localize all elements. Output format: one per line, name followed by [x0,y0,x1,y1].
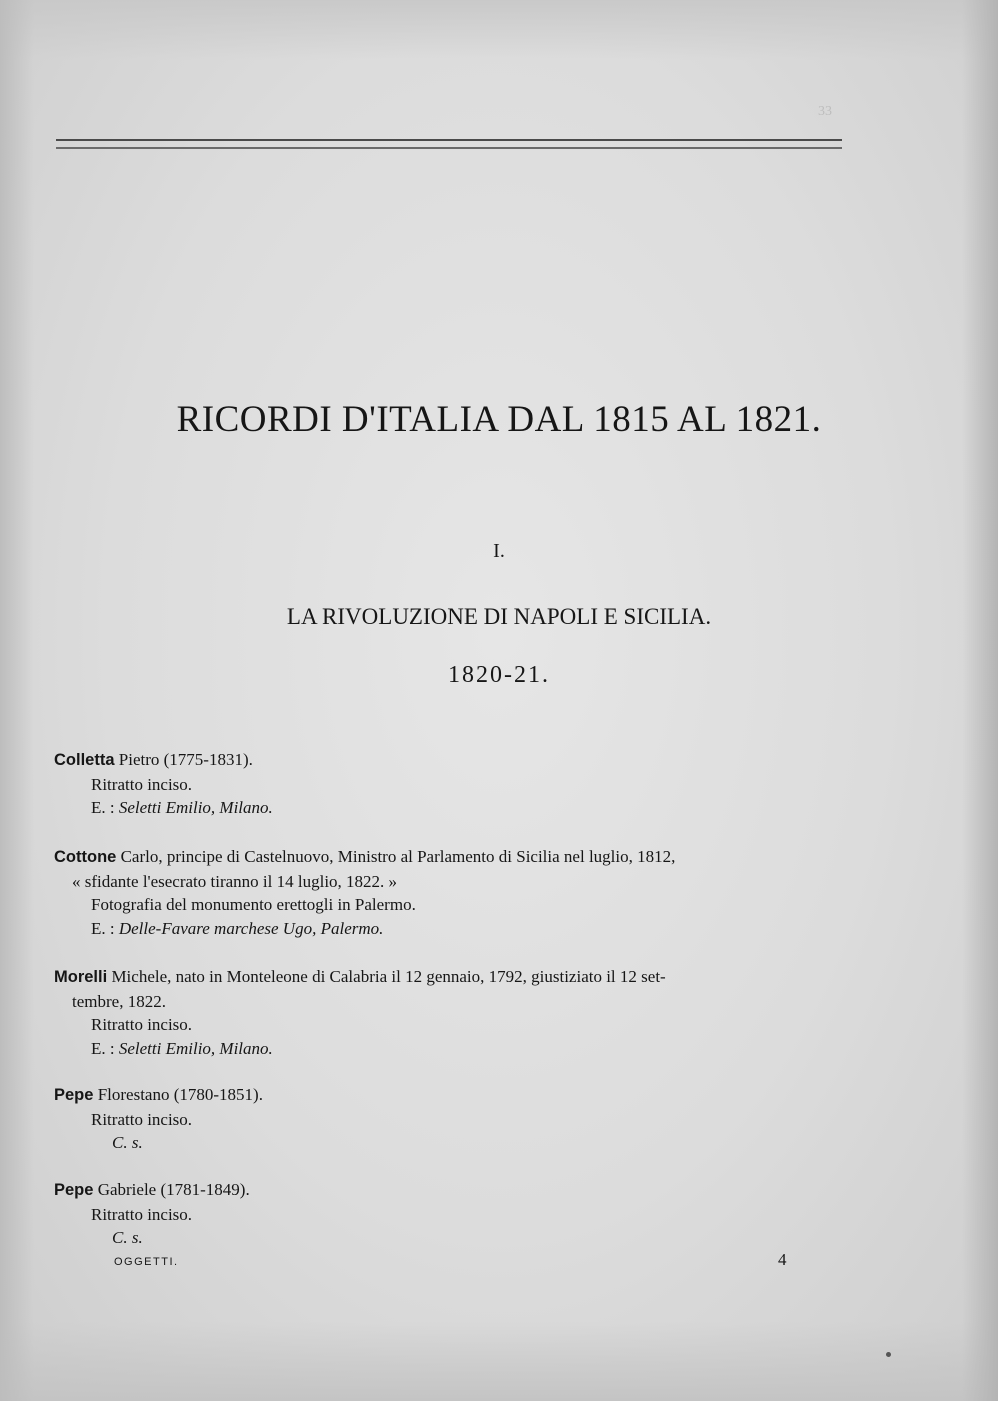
entry-continuation: « sfidante l'esecrato tiranno il 14 luglio, 1822. » [72,871,398,891]
footer-signature-number: 4 [778,1250,787,1269]
entry-exhibitor: C. s. [112,1133,143,1152]
page-title: RICORDI D'ITALIA DAL 1815 AL 1821. [176,399,822,440]
entry-first-line: Carlo, principe di Castelnuovo, Ministro al Parlamento di Sicilia nel luglio, 1812, [120,847,676,866]
entry-exhibitor-line [54,917,844,941]
entry-heading-line [54,748,844,773]
footer-signature: OGGETTI. [114,1256,179,1268]
entry-exhibitor-line [54,796,844,820]
entry-exhibitor: C. s. [112,1228,143,1247]
bleed-through-page-number: 33 [818,104,832,119]
entry-exhibitor: Delle-Favare marchese Ugo, Palermo. [118,918,384,938]
page-edge-shadow-left [0,0,34,1401]
entry-surname: Morelli [54,968,108,986]
section-title: LA RIVOLUZIONE DI NAPOLI E SICILIA. [286,604,712,629]
catalog-entry [54,1178,844,1250]
entry-surname: Pepe [54,1181,94,1199]
entry-heading-line [54,845,844,870]
entry-first-line: Pietro (1775-1831). [118,750,253,769]
page-edge-shadow-right [962,0,998,1401]
page-edge-shadow-bottom [0,1321,998,1401]
entry-description: Ritratto inciso. [91,1015,193,1034]
entry-heading-line [54,965,844,990]
entry-first-line: Florestano (1780-1851). [97,1085,263,1104]
entry-description: Fotografia del monumento erettogli in Palermo. [91,895,416,914]
catalog-entry [54,845,844,940]
page-edge-shadow-top [0,0,998,60]
entry-continuation: tembre, 1822. [72,991,166,1011]
section-years: 1820-21. [448,662,550,688]
entry-first-line: Gabriele (1781-1849). [97,1180,250,1199]
header-double-rule [56,139,842,149]
entry-description: Ritratto inciso. [91,1204,193,1224]
entry-description: Ritratto inciso. [91,1109,193,1129]
catalog-entry [54,748,844,820]
section-numeral: I. [493,540,505,562]
entry-description: Ritratto inciso. [91,774,193,794]
entry-heading-line [54,1178,844,1203]
catalog-entry [54,965,844,1060]
entry-exhibitor-prefix: E. : [91,918,115,938]
ink-speck [886,1352,891,1357]
entry-exhibitor-prefix: E. : [91,798,115,817]
entry-exhibitor-line [54,1037,844,1061]
catalog-entry [54,1083,844,1155]
entry-heading-line [54,1083,844,1108]
entry-exhibitor-prefix: E. : [91,1038,115,1058]
entry-exhibitor: Seletti Emilio, Milano. [118,798,273,817]
entry-surname: Colletta [54,751,115,769]
entry-surname: Pepe [54,1086,94,1104]
entry-surname: Cottone [54,848,117,866]
entry-exhibitor: Seletti Emilio, Milano. [118,1038,273,1058]
entry-first-line: Michele, nato in Monteleone di Calabria il 12 gennaio, 1792, giustiziato il 12 set- [111,967,666,986]
